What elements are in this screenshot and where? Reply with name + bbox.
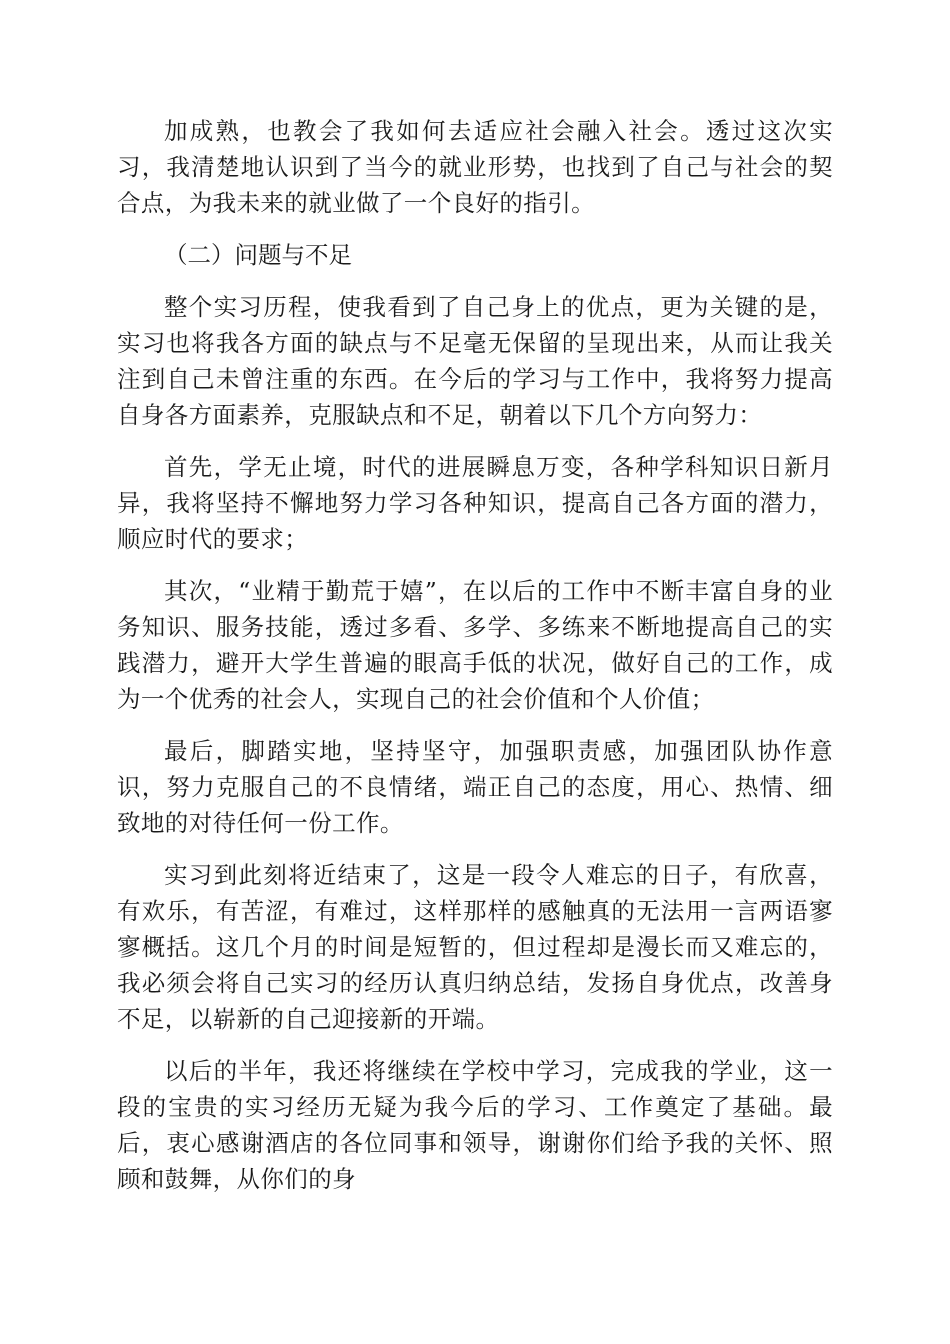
document-page (117, 113, 833, 1197)
paragraph-2: 整个实习历程，使我看到了自己身上的优点，更为关键的是，实习也将我各方面的缺点与不足毫无保留的呈现出来，从而让我关注到自己未曾注重的东西。在今后的学习与工作中，我将努力提高自身各方面素养，克服缺点和不足，朝着以下几个方向努力： (117, 293, 833, 429)
paragraph-5: 最后，脚踏实地，坚持坚守，加强职责感，加强团队协作意识，努力克服自己的不良情绪，端正自己的态度，用心、热情、细致地的对待任何一份工作。 (117, 737, 833, 837)
paragraph-1: 加成熟，也教会了我如何去适应社会融入社会。透过这次实习，我清楚地认识到了当今的就业形势，也找到了自己与社会的契合点，为我未来的就业做了一个良好的指引。 (117, 117, 833, 217)
paragraph-6: 实习到此刻将近结束了，这是一段令人难忘的日子，有欣喜，有欢乐，有苦涩，有难过，这样那样的感触真的无法用一言两语寥寥概括。这几个月的时间是短暂的，但过程却是漫长而又难忘的，我必须会将自己实习的经历认真归纳总结，发扬自身优点，改善身不足，以崭新的自己迎接新的开端。 (117, 861, 833, 1033)
paragraph-3: 首先，学无止境，时代的进展瞬息万变，各种学科知识日新月异，我将坚持不懈地努力学习各种知识，提高自己各方面的潜力，顺应时代的要求； (117, 453, 833, 553)
paragraph-4: 其次，“业精于勤荒于嬉”，在以后的工作中不断丰富自身的业务知识、服务技能，透过多看、多学、多练来不断地提高自己的实践潜力，避开大学生普遍的眼高手低的状况，做好自己的工作，成为一个优秀的社会人，实现自己的社会价值和个人价值； (117, 577, 833, 713)
paragraph-7: 以后的半年，我还将继续在学校中学习，完成我的学业，这一段的宝贵的实习经历无疑为我今后的学习、工作奠定了基础。最后，衷心感谢酒店的各位同事和领导，谢谢你们给予我的关怀、照顾和鼓舞，从你们的身 (117, 1057, 833, 1193)
section-heading: （二）问题与不足 (164, 241, 352, 269)
